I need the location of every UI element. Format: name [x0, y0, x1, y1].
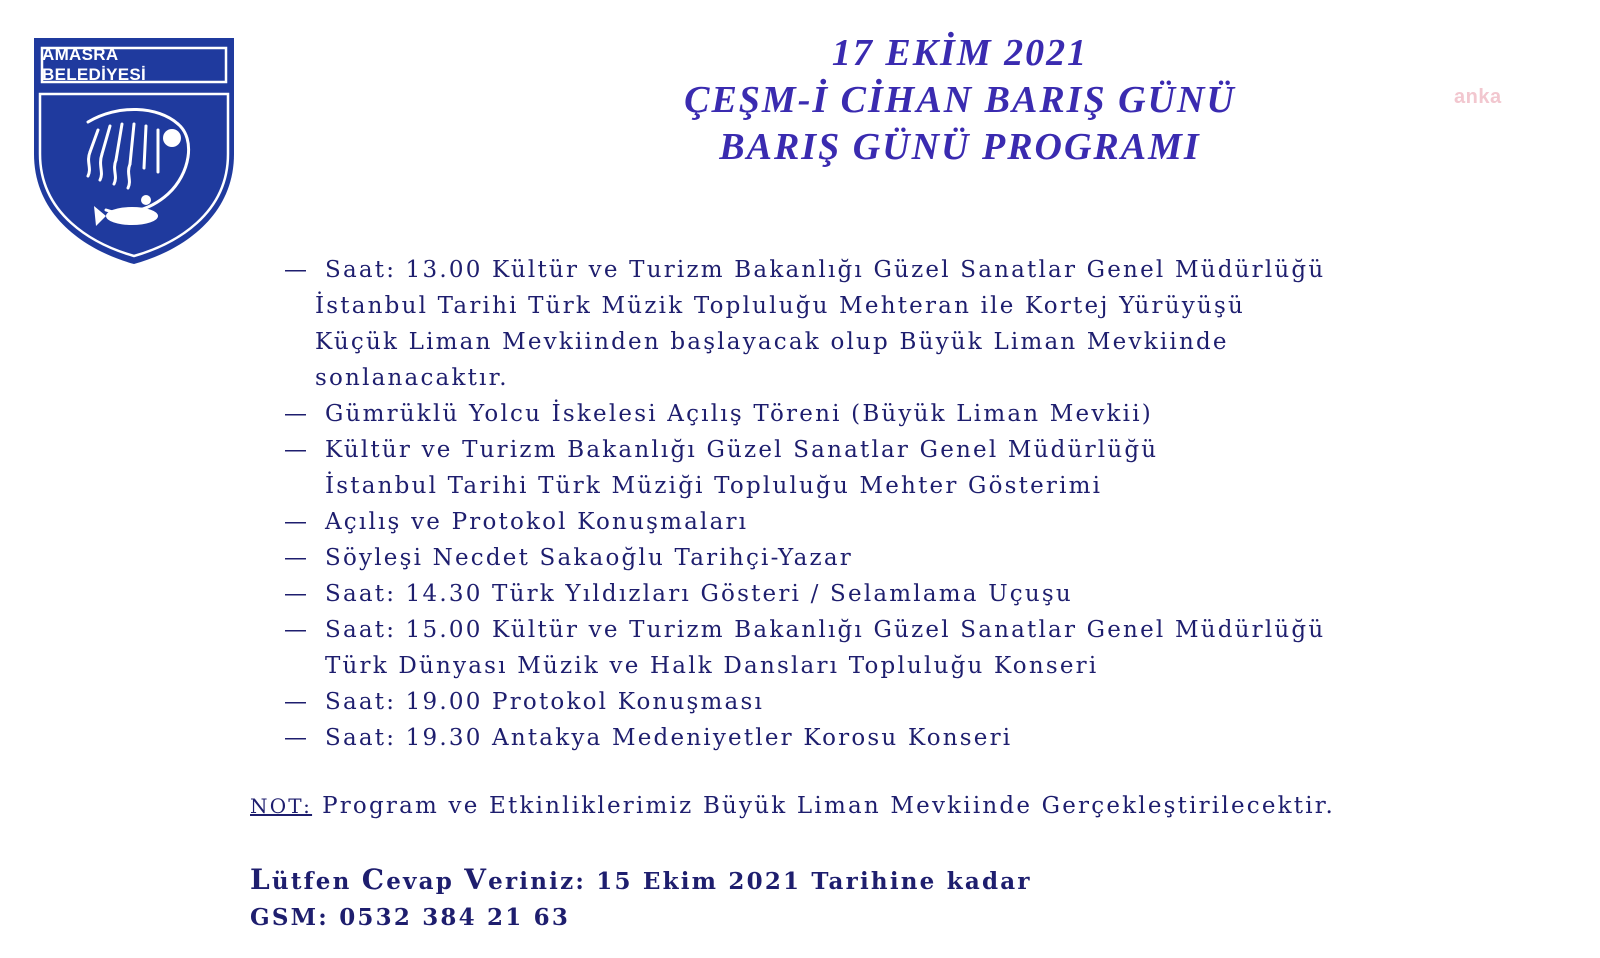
reply-block [250, 862, 1032, 936]
program-line: Türk Dünyası Müzik ve Halk Dansları Topluluğu Konseri [325, 653, 1099, 679]
program-line: Küçük Liman Mevkiinden başlayacak olup Büyük Liman Mevkiinde [315, 329, 1229, 355]
program-line: sonlanacaktır. [315, 365, 509, 391]
dash: — [284, 509, 310, 535]
program-line: Saat: 13.00 Kültür ve Turizm Bakanlığı Güzel Sanatlar Genel Müdürlüğü [325, 257, 1326, 283]
reply-deadline [250, 862, 1032, 900]
dash: — [284, 257, 310, 283]
anka-watermark: anka [1454, 86, 1502, 108]
program-item [284, 720, 1484, 756]
program-item [284, 612, 1484, 684]
program-item [284, 576, 1484, 612]
program-item [284, 396, 1484, 432]
program-line: İstanbul Tarihi Türk Müziği Topluluğu Mehter Gösterimi [325, 473, 1103, 499]
program-item [284, 252, 1484, 396]
program-item [284, 432, 1484, 504]
dash: — [284, 437, 310, 463]
municipality-logo [28, 34, 240, 266]
program-item [284, 684, 1484, 720]
program-line: Saat: 15.00 Kültür ve Turizm Bakanlığı Güzel Sanatlar Genel Müdürlüğü [325, 617, 1326, 643]
reply-word-2: evap [386, 868, 465, 895]
dash: — [284, 617, 310, 643]
logo-text: AMASRA BELEDİYESİ [42, 45, 147, 84]
title-event: ÇEŞM-İ CİHAN BARIŞ GÜNÜ [684, 79, 1236, 121]
reply-initial-l: L [250, 863, 272, 896]
program-line: İstanbul Tarihi Türk Müzik Topluluğu Mehteran ile Kortej Yürüyüşü [315, 293, 1245, 319]
dash: — [284, 581, 310, 607]
program-line: Saat: 19.00 Protokol Konuşması [325, 689, 765, 715]
title-date: 17 EKİM 2021 [831, 32, 1089, 74]
reply-word-3: eriniz: 15 Ekim 2021 Tarihine kadar [488, 868, 1032, 895]
program-line: Saat: 14.30 Türk Yıldızları Gösteri / Selamlama Uçuşu [325, 581, 1073, 607]
dash: — [284, 401, 310, 427]
dash: — [284, 689, 310, 715]
dash: — [284, 545, 310, 571]
reply-word-1: ütfen [271, 868, 362, 895]
note-label: NOT: [250, 794, 313, 818]
program-line: Gümrüklü Yolcu İskelesi Açılış Töreni (Büyük Liman Mevkii) [325, 401, 1153, 427]
reply-initial-c: C [361, 863, 387, 896]
title-program: BARIŞ GÜNÜ PROGRAMI [719, 126, 1201, 168]
program-item [284, 504, 1484, 540]
program-line: Saat: 19.30 Antakya Medeniyetler Korosu Konseri [325, 725, 1013, 751]
program-line: Açılış ve Protokol Konuşmaları [325, 509, 749, 535]
note-text: Program ve Etkinliklerimiz Büyük Liman Mevkiinde Gerçekleştirilecektir. [322, 793, 1335, 819]
program-line: Söyleşi Necdet Sakaoğlu Tarihçi-Yazar [325, 545, 853, 571]
note-line [250, 793, 1335, 819]
reply-initial-v: V [464, 863, 489, 896]
title-block [520, 30, 1400, 171]
program-item [284, 540, 1484, 576]
dash: — [284, 725, 310, 751]
reply-gsm: GSM: 0532 384 21 63 [250, 904, 571, 931]
program-line: Kültür ve Turizm Bakanlığı Güzel Sanatlar Genel Müdürlüğü [325, 437, 1159, 463]
program-list [284, 252, 1484, 756]
